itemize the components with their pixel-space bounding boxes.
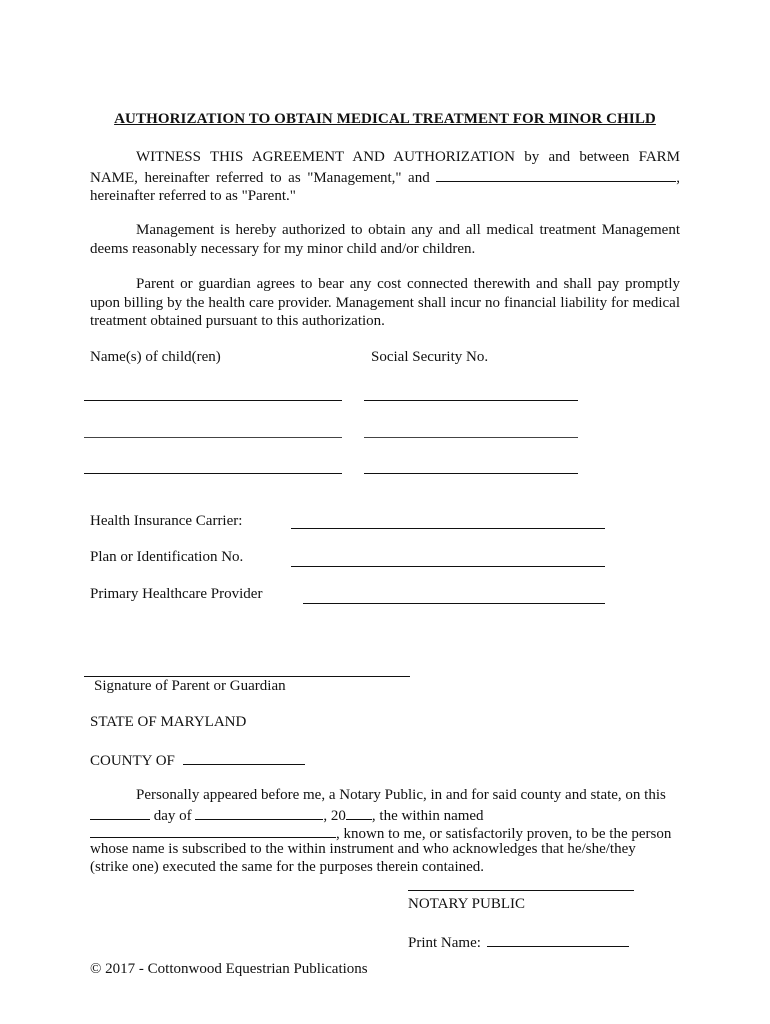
print-name-label: Print Name: [408,935,481,951]
ssn-field-2[interactable] [364,437,578,438]
child-name-field-1[interactable] [84,400,342,401]
state-label: STATE OF MARYLAND [90,714,247,730]
child-name-field-2[interactable] [84,437,342,438]
witness-paragraph [90,148,680,206]
ssn-label: Social Security No. [371,349,489,365]
parent-paragraph [90,275,680,331]
witness-text-part2: , hereinafter referred to as "Parent." [90,169,680,204]
management-text: Management is hereby authorized to obtain any and all medical treatment Management deems reasonably necessary for my minor child and/or children. [90,222,680,257]
notary-line-5: (strike one) executed the same for the purposes therein contained. [90,859,485,875]
notary-day-of-text: day of [153,808,192,824]
notary-within-named-text: , the within named [371,808,484,824]
management-paragraph [90,221,680,258]
document-title: AUTHORIZATION TO OBTAIN MEDICAL TREATMENT FOR MINOR CHILD [114,111,656,127]
notary-signature-field[interactable] [408,890,634,891]
provider-label: Primary Healthcare Provider [90,586,263,602]
county-label [90,750,305,770]
notary-line-2 [90,805,484,825]
named-person-field[interactable] [90,823,336,838]
notary-public-label: NOTARY PUBLIC [408,896,526,912]
notary-line-4: whose name is subscribed to the within instrument and who acknowledges that he/she/they [90,841,636,857]
insurance-carrier-label: Health Insurance Carrier: [90,513,243,529]
county-label-text: COUNTY OF [90,753,175,769]
print-name-field[interactable] [487,932,629,947]
children-label: Name(s) of child(ren) [90,349,221,365]
month-field[interactable] [195,805,323,820]
signature-field[interactable] [84,676,410,677]
footer-copyright: © 2017 - Cottonwood Equestrian Publications [90,961,368,977]
child-name-field-3[interactable] [84,473,342,474]
witness-text-part1: WITNESS THIS AGREEMENT AND AUTHORIZATION by and between FARM NAME, hereinafter referred to as "Management," and [90,149,680,186]
provider-field[interactable] [303,603,605,604]
ssn-field-3[interactable] [364,473,578,474]
notary-line-3 [90,823,671,843]
notary-line-1: Personally appeared before me, a Notary Public, in and for said county and state, on this [136,787,666,803]
ssn-field-1[interactable] [364,400,578,401]
plan-label: Plan or Identification No. [90,549,244,565]
notary-year-prefix: , 20 [323,808,346,824]
parent-name-field[interactable] [436,167,676,182]
plan-field[interactable] [291,566,605,567]
notary-known-text: , known to me, or satisfactorily proven, to be the person [336,826,672,842]
day-field[interactable] [90,805,150,820]
parent-text: Parent or guardian agrees to bear any cost connected therewith and shall pay promptly upon billing by the health care provider. Management shall incur no financial liability for medical treatment obtained pursuant to this authorization. [90,276,680,329]
print-name-row [408,932,629,952]
signature-label: Signature of Parent or Guardian [94,678,286,694]
year-field[interactable] [346,805,372,820]
insurance-carrier-field[interactable] [291,528,605,529]
county-field[interactable] [183,750,305,765]
